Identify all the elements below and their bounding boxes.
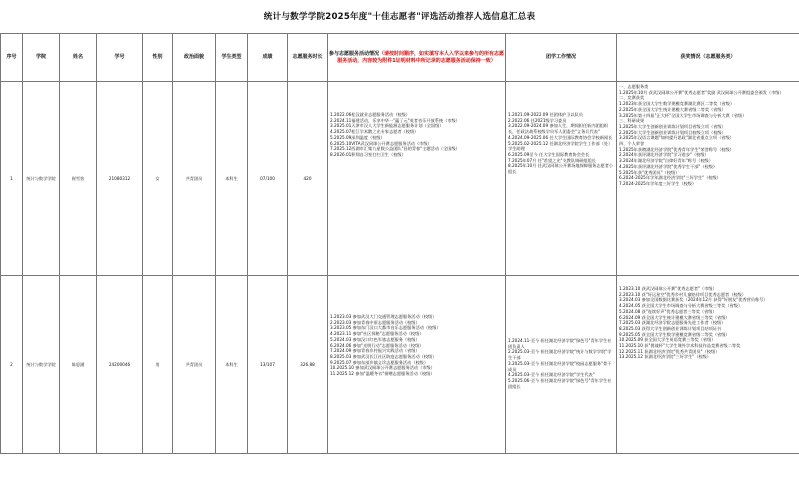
cell-score: 13/107 [248, 276, 288, 454]
cell-awards [617, 276, 799, 454]
cell-league-work [506, 276, 617, 454]
sheet-title: 统计与数学学院2025年度"十佳志愿者"评选活动推荐人选信息汇总表 [263, 12, 536, 22]
cell-score: 07/100 [248, 82, 288, 276]
header-activities-label: 参与志愿服务活动情况 [328, 50, 379, 57]
header-college: 学院 [23, 34, 60, 82]
cell-name: 陈思涵 [60, 276, 97, 454]
awards-text: 1.2023.10 获武汉网球公开赛"优秀志愿者"（市级） 2.2023.10 获"好运星空"优秀乡村儿童陪伴项目优秀志愿者（校级） 3.2024.03 参加全国数据比赛获奖（2024年12月 获得"好朋友"优秀营员称号） 4.2024.05 获全国大学生市场调查与分析大赛省级三等奖（省级） 5.2024.08 获"连续好声"优秀志愿者三等奖（省级） 6.2024.09 获全国大学生统计建模大赛省级三等奖（省级） 7.2025.03 获湖北经济学院志愿服务先进工作者（校级） 8.2025.03 获得大学生创新创业训练计划项目结项证书 9.2025.05 获全国大学生数学建模竞赛省级二等奖（省级） 10.2025.09 获全国大学生英语竞赛三等奖（省级） 11.2025.10 获"挑战杯"大学生课外学术科技作品竞赛省级二等奖 12.2025.11 获湖北经济学院"优秀共青团员"（校级） 13.2025.12 获湖北经济学院"三好学生"（校级） [619, 286, 768, 360]
cell-hours: 326.88 [288, 276, 328, 454]
cell-student-type: 本科生 [216, 82, 248, 276]
cell-id: 21080312 [97, 82, 143, 276]
league-work-text: 1.2021.09-2022.09 任团体护卫以队员 2.2022.06 任2021级学习委员 3.2022.09-2024.09 参加人生，期间担任斩内团组织长，任政法战系校级学员军人团委会"义务兵代表" 4.2024.09-2025.06 任大学生国际教育协会学校新闻长 5.2025.02-2025.12 任湖北经济学院学生工作部（处）学生助理 6.2025.09至今 任大学生国际教育协会会长 7.2025年07月 任"希望之光"支教队调研组组长 8.2025年10月 任武汉同球公开赛场地保障服务志愿者小组长 [508, 112, 614, 175]
nomination-table [0, 33, 799, 454]
cell-politics: 共青团员 [173, 82, 216, 276]
cell-id: 24200046 [97, 276, 143, 454]
header-id: 学号 [97, 34, 143, 82]
cell-politics: 共青团员 [173, 276, 216, 454]
header-activities-note: （请按时间顺序，如实填写本人入学以来参与的所有志愿服务活动，内容较为附件1证明材料中所记录的志愿服务活动保持一致） [337, 50, 505, 64]
cell-gender: 女 [143, 82, 173, 276]
header-gender: 性别 [143, 34, 173, 82]
header-student-type: 学生类型 [216, 34, 248, 82]
cell-college: 统计与数学学院 [23, 276, 60, 454]
header-row [1, 34, 799, 82]
header-score: 成绩 [248, 34, 288, 82]
cell-seq: 2 [1, 276, 23, 454]
cell-gender: 男 [143, 276, 173, 454]
cell-awards [617, 82, 799, 276]
cell-student-type: 本科生 [216, 276, 248, 454]
cell-name: 崔雪怡 [60, 82, 97, 276]
activities-text: 1.2023.03 参加武汉大门交通管理志愿服务活动（校级） 2.2023.03 参加青春中原志愿服务活动（校级） 3.2023.05 参加东门汉口大都市音乐志愿服务活动（校级） 4.2023.11 参加"社区探秘"志愿服务活动（校级） 5.2024.03 参加汉口红色军旅志愿服务（校级） 6.2024.06 参加"光明行动"志愿服务活动（校级） 7.2024.09 参加青春乡村振兴实践活动（省级） 8.2025.03 参加武汉长江社区防疫志愿服务活动（校级） 9.2025.07 参加东部乡镇义诊志愿服务活动（校级） 10.2025.10 参加武汉网球公开赛志愿服务活动（市级） 11.2025.12 参加"温暖冬衣"捐赠志愿服务活动（校级） [330, 314, 441, 377]
league-work-text: 1.2024.11-至今 担任湖北经济学院"绿色号"青年学生社团负责人 2.2025.03-至今 担任湖北经济学院"统计与数学学院"学生干部 3.2025.03-至今 担任湖北经济学院"校园志愿服务"骨干成员 4.2025.03-至今 担任湖北经济学院"学生代表" 5.2025.06-至今 担任湖北经济学院"绿色号"青年学生社团组长 [508, 338, 612, 389]
header-awards: 获奖情况（志愿服务类） [617, 34, 799, 82]
header-activities [328, 34, 506, 82]
cell-league-work [506, 82, 617, 276]
header-hours: 志愿服务时长 [288, 34, 328, 82]
header-politics: 政治面貌 [173, 34, 216, 82]
cell-activities [328, 82, 506, 276]
cell-activities [328, 276, 506, 454]
header-league-work: 团学工作情况 [506, 34, 617, 82]
header-seq: 序号 [1, 34, 23, 82]
table-row [1, 276, 799, 454]
header-name: 姓名 [60, 34, 97, 82]
table-row [1, 82, 799, 276]
cell-hours: 420 [288, 82, 328, 276]
awards-text: 一、志愿服务类 1.2025年10月 获武汉网球公开赛"优秀志愿者"奖励 武汉网球公开赛组委会颁发（市级） 二、竞赛获奖 1.2023年获全国大学生数学建模竞赛湖北赛区二等奖（省级） 2.2025年获全国大学生统计建模大赛省级二等奖（省级） 3.2025年第十四届"正大杯"全国大学生市场调查与分析大赛（省级） 三、科研成果 1.2025年大学生创新创业训练计划项目省级立项（省级） 2.2025年大学生创新创业训练计划项目校级立项（校级） 3.2025年汉语言课题"如何提升思政"湖北省重点立项（省级） 四、个人荣誉 1.2025年获聘湖北经济学院"优秀青年学生"荣誉称号（校级） 2.2024年获评湖北经济学院"学习进步"（校级） 3.2024年湖北经济学院"自律好青年"称号（校级） 4.2025年获评湖北经济学院"优秀学生干部"（校级） 5.2025年获"优秀团员"（校级） 6.2024-2025年学年湖北经济学院"三好学生"（校级） 7.2024-2025年学年度三好学生（校级） [619, 84, 784, 186]
cell-college: 统计与数学学院 [23, 82, 60, 276]
activities-text: 1.2022.06松汉就业志愿服务活动（校级） 2.2024.11福建活动，乐享中华一"蕴了元"英者音乐开放系统（市级） 3.2025.01天津市汉人大学生新能源志愿服务计划（全国级） 4.2025.07松江学术鹅之光专家志愿者（校级） 5.2025.09深圳温度（校级） 6.2025.10VITA武汉同球公开赛志愿服务活动（市级） 7.2025.12西湖市汇集九星数公益团队"昌的青春"主题活动（全国级） 8.2026.01积翔自习室打扫卫生（校级） [330, 112, 460, 157]
cell-seq: 1 [1, 82, 23, 276]
